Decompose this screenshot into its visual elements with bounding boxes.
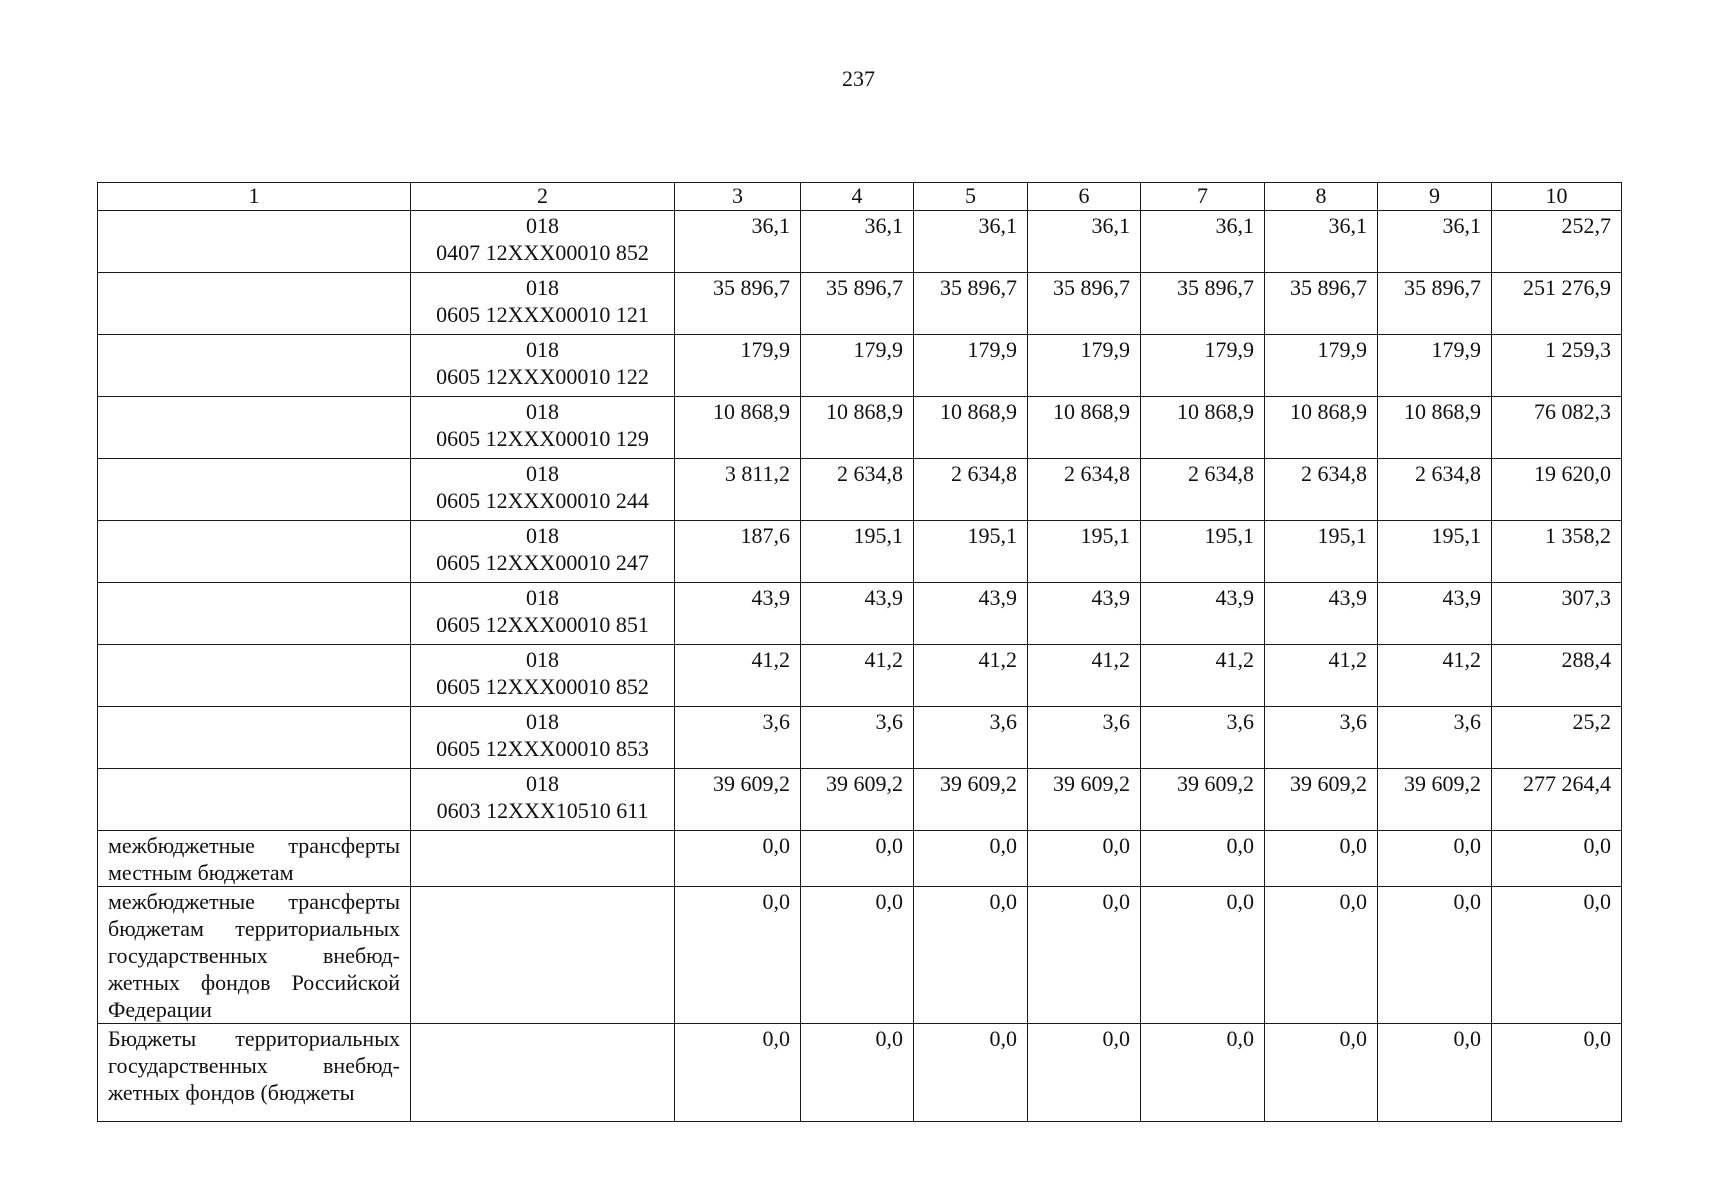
value-cell: 35 896,7 bbox=[801, 273, 914, 335]
value-cell: 39 609,2 bbox=[675, 769, 801, 831]
code-chapter: 018 bbox=[526, 275, 559, 300]
table-row bbox=[98, 707, 1622, 769]
code-chapter: 018 bbox=[526, 771, 559, 796]
row-name-cell bbox=[98, 521, 411, 583]
value-cell: 0,0 bbox=[1028, 887, 1141, 1024]
header-cell: 1 bbox=[98, 183, 411, 211]
value-cell: 36,1 bbox=[1141, 211, 1265, 273]
value-cell: 36,1 bbox=[801, 211, 914, 273]
code-chapter: 018 bbox=[526, 585, 559, 610]
table-row bbox=[98, 1024, 1622, 1122]
header-row bbox=[98, 183, 1622, 211]
row-code-cell bbox=[411, 831, 675, 887]
value-cell: 36,1 bbox=[675, 211, 801, 273]
value-cell: 25,2 bbox=[1492, 707, 1622, 769]
row-name-cell bbox=[98, 459, 411, 521]
value-cell: 0,0 bbox=[1492, 887, 1622, 1024]
budget-table bbox=[97, 182, 1622, 1122]
value-cell: 41,2 bbox=[914, 645, 1028, 707]
value-cell: 41,2 bbox=[1141, 645, 1265, 707]
value-cell: 277 264,4 bbox=[1492, 769, 1622, 831]
code-classification: 0605 12ХХХ00010 122 bbox=[436, 364, 649, 389]
value-cell: 43,9 bbox=[1378, 583, 1492, 645]
value-cell: 0,0 bbox=[801, 1024, 914, 1122]
value-cell: 39 609,2 bbox=[1378, 769, 1492, 831]
value-cell: 179,9 bbox=[801, 335, 914, 397]
value-cell: 35 896,7 bbox=[1265, 273, 1378, 335]
header-cell: 2 bbox=[411, 183, 675, 211]
value-cell: 39 609,2 bbox=[1028, 769, 1141, 831]
value-cell: 36,1 bbox=[1028, 211, 1141, 273]
row-name-cell bbox=[98, 645, 411, 707]
value-cell: 1 259,3 bbox=[1492, 335, 1622, 397]
table-row bbox=[98, 459, 1622, 521]
value-cell: 0,0 bbox=[675, 887, 801, 1024]
row-name-cell bbox=[98, 769, 411, 831]
value-cell: 39 609,2 bbox=[1265, 769, 1378, 831]
value-cell: 10 868,9 bbox=[914, 397, 1028, 459]
value-cell: 195,1 bbox=[1265, 521, 1378, 583]
table-row bbox=[98, 831, 1622, 887]
value-cell: 0,0 bbox=[1378, 1024, 1492, 1122]
value-cell: 10 868,9 bbox=[1028, 397, 1141, 459]
row-code-cell bbox=[411, 583, 675, 645]
value-cell: 0,0 bbox=[801, 887, 914, 1024]
value-cell: 0,0 bbox=[1492, 1024, 1622, 1122]
code-chapter: 018 bbox=[526, 709, 559, 734]
table-row bbox=[98, 397, 1622, 459]
value-cell: 41,2 bbox=[1028, 645, 1141, 707]
value-cell: 3,6 bbox=[914, 707, 1028, 769]
value-cell: 195,1 bbox=[1141, 521, 1265, 583]
value-cell: 251 276,9 bbox=[1492, 273, 1622, 335]
value-cell: 36,1 bbox=[1265, 211, 1378, 273]
row-name-cell bbox=[98, 707, 411, 769]
value-cell: 195,1 bbox=[914, 521, 1028, 583]
value-cell: 43,9 bbox=[1141, 583, 1265, 645]
table-row bbox=[98, 211, 1622, 273]
row-name-cell bbox=[98, 335, 411, 397]
value-cell: 35 896,7 bbox=[1378, 273, 1492, 335]
row-code-cell bbox=[411, 335, 675, 397]
code-chapter: 018 bbox=[526, 213, 559, 238]
row-code-cell bbox=[411, 645, 675, 707]
row-code-cell bbox=[411, 397, 675, 459]
value-cell: 195,1 bbox=[801, 521, 914, 583]
value-cell: 3,6 bbox=[1028, 707, 1141, 769]
value-cell: 43,9 bbox=[1028, 583, 1141, 645]
header-cell: 5 bbox=[914, 183, 1028, 211]
value-cell: 0,0 bbox=[914, 1024, 1028, 1122]
value-cell: 0,0 bbox=[1141, 887, 1265, 1024]
value-cell: 36,1 bbox=[914, 211, 1028, 273]
header-cell: 3 bbox=[675, 183, 801, 211]
value-cell: 36,1 bbox=[1378, 211, 1492, 273]
value-cell: 41,2 bbox=[801, 645, 914, 707]
value-cell: 0,0 bbox=[1028, 831, 1141, 887]
table-row bbox=[98, 335, 1622, 397]
value-cell: 179,9 bbox=[1265, 335, 1378, 397]
row-code-cell bbox=[411, 707, 675, 769]
row-name-cell bbox=[98, 397, 411, 459]
value-cell: 195,1 bbox=[1028, 521, 1141, 583]
value-cell: 0,0 bbox=[914, 887, 1028, 1024]
header-cell: 9 bbox=[1378, 183, 1492, 211]
value-cell: 43,9 bbox=[914, 583, 1028, 645]
row-code-cell bbox=[411, 273, 675, 335]
table-row bbox=[98, 769, 1622, 831]
code-classification: 0605 12ХХХ00010 852 bbox=[436, 674, 649, 699]
value-cell: 41,2 bbox=[1265, 645, 1378, 707]
value-cell: 0,0 bbox=[1141, 831, 1265, 887]
header-cell: 7 bbox=[1141, 183, 1265, 211]
value-cell: 43,9 bbox=[1265, 583, 1378, 645]
header-cell: 6 bbox=[1028, 183, 1141, 211]
value-cell: 195,1 bbox=[1378, 521, 1492, 583]
row-name-cell bbox=[98, 273, 411, 335]
value-cell: 35 896,7 bbox=[675, 273, 801, 335]
code-classification: 0605 12ХХХ00010 244 bbox=[436, 488, 649, 513]
value-cell: 0,0 bbox=[1265, 831, 1378, 887]
value-cell: 39 609,2 bbox=[801, 769, 914, 831]
value-cell: 0,0 bbox=[1492, 831, 1622, 887]
row-code-cell bbox=[411, 521, 675, 583]
value-cell: 179,9 bbox=[675, 335, 801, 397]
value-cell: 0,0 bbox=[1028, 1024, 1141, 1122]
code-classification: 0407 12ХХХ00010 852 bbox=[436, 240, 649, 265]
code-chapter: 018 bbox=[526, 461, 559, 486]
value-cell: 35 896,7 bbox=[1028, 273, 1141, 335]
value-cell: 0,0 bbox=[801, 831, 914, 887]
row-code-cell bbox=[411, 459, 675, 521]
code-classification: 0605 12ХХХ00010 247 bbox=[436, 550, 649, 575]
value-cell: 76 082,3 bbox=[1492, 397, 1622, 459]
value-cell: 41,2 bbox=[675, 645, 801, 707]
value-cell: 0,0 bbox=[1265, 1024, 1378, 1122]
value-cell: 0,0 bbox=[675, 831, 801, 887]
code-classification: 0605 12ХХХ00010 851 bbox=[436, 612, 649, 637]
value-cell: 10 868,9 bbox=[675, 397, 801, 459]
value-cell: 2 634,8 bbox=[914, 459, 1028, 521]
value-cell: 3,6 bbox=[1141, 707, 1265, 769]
code-chapter: 018 bbox=[526, 523, 559, 548]
row-code-cell bbox=[411, 1024, 675, 1122]
value-cell: 39 609,2 bbox=[1141, 769, 1265, 831]
value-cell: 252,7 bbox=[1492, 211, 1622, 273]
value-cell: 2 634,8 bbox=[1028, 459, 1141, 521]
value-cell: 307,3 bbox=[1492, 583, 1622, 645]
value-cell: 19 620,0 bbox=[1492, 459, 1622, 521]
code-chapter: 018 bbox=[526, 647, 559, 672]
value-cell: 0,0 bbox=[1141, 1024, 1265, 1122]
header-cell: 8 bbox=[1265, 183, 1378, 211]
value-cell: 41,2 bbox=[1378, 645, 1492, 707]
value-cell: 43,9 bbox=[801, 583, 914, 645]
row-code-cell bbox=[411, 769, 675, 831]
value-cell: 2 634,8 bbox=[801, 459, 914, 521]
code-classification: 0605 12ХХХ00010 129 bbox=[436, 426, 649, 451]
value-cell: 10 868,9 bbox=[1265, 397, 1378, 459]
value-cell: 1 358,2 bbox=[1492, 521, 1622, 583]
row-name-cell bbox=[98, 211, 411, 273]
row-code-cell bbox=[411, 211, 675, 273]
value-cell: 0,0 bbox=[1265, 887, 1378, 1024]
value-cell: 179,9 bbox=[1141, 335, 1265, 397]
row-code-cell bbox=[411, 887, 675, 1024]
value-cell: 187,6 bbox=[675, 521, 801, 583]
page-number: 237 bbox=[842, 66, 875, 91]
value-cell: 3,6 bbox=[1265, 707, 1378, 769]
row-name-cell: Бюджеты территориальных государственных внебюд-жетных фондов (бюджеты bbox=[98, 1024, 411, 1122]
value-cell: 43,9 bbox=[675, 583, 801, 645]
value-cell: 179,9 bbox=[914, 335, 1028, 397]
value-cell: 179,9 bbox=[1378, 335, 1492, 397]
value-cell: 0,0 bbox=[1378, 887, 1492, 1024]
code-classification: 0605 12ХХХ00010 121 bbox=[436, 302, 649, 327]
value-cell: 0,0 bbox=[1378, 831, 1492, 887]
header-cell: 10 bbox=[1492, 183, 1622, 211]
value-cell: 179,9 bbox=[1028, 335, 1141, 397]
table-row bbox=[98, 273, 1622, 335]
row-name-cell bbox=[98, 583, 411, 645]
value-cell: 288,4 bbox=[1492, 645, 1622, 707]
header-cell: 4 bbox=[801, 183, 914, 211]
code-chapter: 018 bbox=[526, 337, 559, 362]
value-cell: 2 634,8 bbox=[1265, 459, 1378, 521]
value-cell: 2 634,8 bbox=[1141, 459, 1265, 521]
value-cell: 0,0 bbox=[675, 1024, 801, 1122]
value-cell: 3,6 bbox=[1378, 707, 1492, 769]
value-cell: 3 811,2 bbox=[675, 459, 801, 521]
table-row bbox=[98, 583, 1622, 645]
value-cell: 3,6 bbox=[801, 707, 914, 769]
code-chapter: 018 bbox=[526, 399, 559, 424]
row-name-cell: межбюджетные трансферты местным бюджетам bbox=[98, 831, 411, 887]
value-cell: 10 868,9 bbox=[801, 397, 914, 459]
value-cell: 2 634,8 bbox=[1378, 459, 1492, 521]
value-cell: 10 868,9 bbox=[1378, 397, 1492, 459]
value-cell: 10 868,9 bbox=[1141, 397, 1265, 459]
table-row bbox=[98, 521, 1622, 583]
row-name-cell: межбюджетные трансферты бюджетам территориальных государственных внебюд-жетных фондов Российской Федерации bbox=[98, 887, 411, 1024]
value-cell: 39 609,2 bbox=[914, 769, 1028, 831]
value-cell: 35 896,7 bbox=[1141, 273, 1265, 335]
table-row bbox=[98, 645, 1622, 707]
value-cell: 3,6 bbox=[675, 707, 801, 769]
value-cell: 0,0 bbox=[914, 831, 1028, 887]
value-cell: 35 896,7 bbox=[914, 273, 1028, 335]
table-row bbox=[98, 887, 1622, 1024]
code-classification: 0605 12ХХХ00010 853 bbox=[436, 736, 649, 761]
code-classification: 0603 12ХХХ10510 611 bbox=[436, 798, 649, 823]
